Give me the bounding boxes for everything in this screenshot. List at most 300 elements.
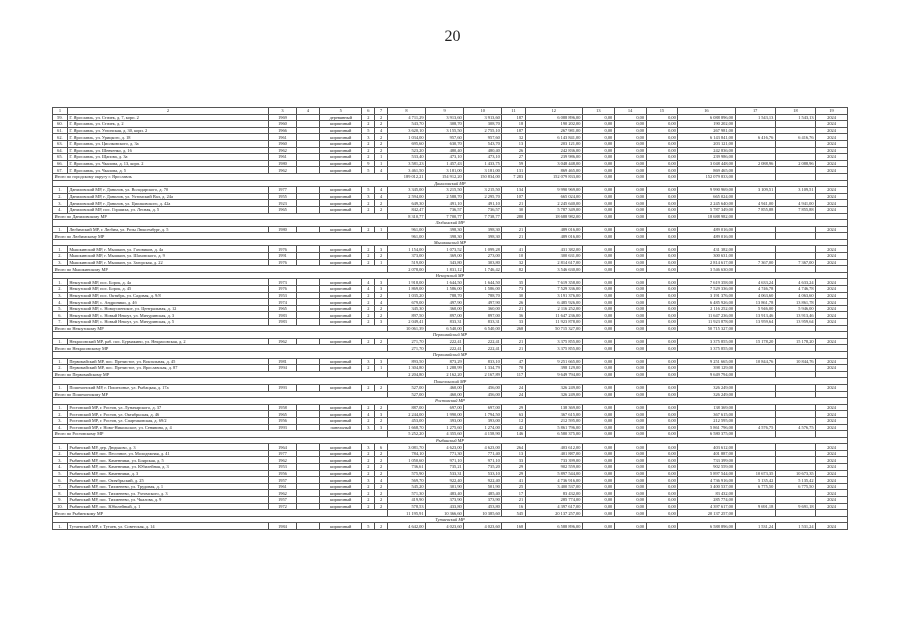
table-cell: деревянный (320, 114, 362, 121)
table-cell: 0,00 (614, 464, 646, 471)
table-cell (775, 510, 815, 517)
table-cell: 0,00 (614, 483, 646, 490)
table-cell: 3 913,60 (464, 114, 502, 121)
table-cell: 0,00 (582, 470, 614, 477)
table-cell: 0,00 (646, 411, 678, 418)
table-cell: 150 834,00 (464, 173, 502, 180)
table-cell: 242 836,00 (525, 147, 582, 154)
column-number: 2 (67, 108, 268, 115)
table-cell: 0,00 (582, 319, 614, 326)
table-cell: 7 529 336,00 (678, 286, 735, 293)
table-cell (296, 200, 319, 207)
table-cell: 0,00 (646, 483, 678, 490)
table-cell: 0,00 (646, 345, 678, 352)
table-cell: 1960 (269, 121, 297, 128)
table-cell (296, 299, 319, 306)
table-cell: 1 531,24 (735, 523, 775, 530)
table-cell: 27 (502, 154, 525, 161)
table-cell: 2 (375, 503, 388, 510)
total-label: Итого по Ростовскому МР (53, 431, 388, 438)
table-cell (296, 358, 319, 365)
total-label: Итого по Любимскому МР (53, 233, 388, 240)
table-cell: 902 559,00 (678, 464, 735, 471)
table-cell (775, 213, 815, 220)
table-cell: 460,00 (426, 391, 464, 398)
table-cell: 15 178,20 (735, 338, 775, 345)
table-row (53, 470, 848, 477)
table-cell: 29 (502, 404, 525, 411)
table-cell: 0,00 (614, 292, 646, 299)
table-cell: 0,00 (646, 325, 678, 332)
table-cell: 2 (375, 404, 388, 411)
table-cell: 456,00 (464, 384, 502, 391)
table-cell: 20 137 257,00 (678, 510, 735, 517)
total-label: Итого по городскому округу г. Ярославль (53, 173, 388, 180)
total-row (53, 173, 848, 180)
table-cell: 4 (375, 193, 388, 200)
table-cell: 7 619 358,00 (678, 279, 735, 286)
total-row (53, 213, 848, 220)
table-cell: 3. (53, 292, 68, 299)
table-cell: 735,20 (464, 464, 502, 471)
table-cell (296, 259, 319, 266)
table-cell: кирпичный (320, 121, 362, 128)
table-cell (816, 510, 848, 517)
table-cell: Г. Ярославль, ул. Стачек, д. 7, корп. 2 (67, 114, 268, 121)
table-cell: 11 647 236,00 (678, 312, 735, 319)
table-cell: 5 861 796,00 (525, 424, 582, 431)
table-cell: 0,00 (582, 450, 614, 457)
table-cell (735, 167, 775, 174)
table-cell: 2 (375, 140, 388, 147)
table-cell: 13 861,78 (775, 299, 815, 306)
table-cell: 1 275,60 (426, 424, 464, 431)
table-cell: 2 (375, 470, 388, 477)
table-cell: 7 283 (502, 173, 525, 180)
table-cell: Первомайский МР, пос. Пречистое, ул. Ярославская, д. 87 (67, 365, 268, 372)
table-cell: 0,00 (646, 134, 678, 141)
table-cell: 0,00 (614, 457, 646, 464)
table-cell: 1 644,50 (464, 279, 502, 286)
table-cell: 0,00 (614, 206, 646, 213)
table-cell: 2 (362, 140, 375, 147)
table-cell: 0,00 (614, 371, 646, 378)
section-title: Даниловский МР (53, 180, 848, 187)
table-cell: 2024 (816, 457, 848, 464)
table-cell: 30 (502, 206, 525, 213)
table-cell: 1983 (269, 319, 297, 326)
table-cell: 1. (53, 187, 68, 194)
table-cell: 431 382,00 (525, 246, 582, 253)
table-cell: 10 385,60 (464, 510, 502, 517)
table-cell: 2 088,96 (775, 160, 815, 167)
table-cell: 4 623,00 (426, 444, 464, 451)
table-cell: 2024 (816, 187, 848, 194)
table-cell: 665 024,00 (525, 193, 582, 200)
table-cell: 4 941,00 (775, 200, 815, 207)
table-cell: 6. (53, 312, 68, 319)
table-cell: кирпичный (320, 187, 362, 194)
column-number: 6 (362, 108, 375, 115)
table-cell: 0,00 (614, 477, 646, 484)
table-cell: 1. (53, 246, 68, 253)
table-cell: 3 375 855,00 (678, 338, 735, 345)
table-cell: 7 855,88 (735, 206, 775, 213)
table-cell: 59 (502, 160, 525, 167)
table-cell: 2024 (816, 490, 848, 497)
section-header-row (53, 351, 848, 358)
table-cell (735, 226, 775, 233)
table-cell: 6 088 896,00 (678, 114, 735, 121)
table-cell: 2 (362, 470, 375, 477)
table-cell (775, 325, 815, 332)
table-cell: 1 050,60 (387, 457, 425, 464)
table-cell: 41 (502, 477, 525, 484)
table-cell (735, 193, 775, 200)
table-cell: 0,00 (614, 450, 646, 457)
table-cell: 2 (362, 114, 375, 121)
table-cell: 203 121,00 (525, 140, 582, 147)
table-cell: 13 (502, 450, 525, 457)
table-cell: 2 (362, 365, 375, 372)
table-cell: 303,80 (464, 259, 502, 266)
table-cell: 0,00 (646, 187, 678, 194)
table-cell: 4 642,00 (387, 523, 425, 530)
table-cell: 4 (362, 286, 375, 293)
table-cell: 4 (362, 411, 375, 418)
table-cell: кирпичный (320, 127, 362, 134)
table-cell: 4. (53, 206, 68, 213)
table-cell: 0,00 (582, 299, 614, 306)
table-cell: 0,00 (582, 325, 614, 332)
table-cell (296, 134, 319, 141)
table-row (53, 411, 848, 418)
table-cell: 1966 (269, 127, 297, 134)
table-row (53, 279, 848, 286)
table-cell: 9 990 969,00 (678, 187, 735, 194)
table-cell: 2024 (816, 444, 848, 451)
table-cell: 0,00 (582, 286, 614, 293)
table-cell: Рыбинский МР, пос. Каменники, ул. Боярская, д. 5 (67, 457, 268, 464)
table-cell: 2 (362, 259, 375, 266)
table-cell: 32 (502, 259, 525, 266)
table-cell: 3 (375, 286, 388, 293)
table-cell: 242 836,00 (678, 147, 735, 154)
table-cell: Некоузский МР, пос. Борок, д. 4а (67, 279, 268, 286)
table-cell: 1994 (269, 365, 297, 372)
table-cell: 203 121,00 (678, 140, 735, 147)
table-cell: 1 918,00 (387, 279, 425, 286)
table-cell (816, 266, 848, 273)
table-cell (775, 444, 815, 451)
table-cell: кирпичный (320, 464, 362, 471)
table-cell: 0,00 (614, 140, 646, 147)
table-cell: 4 397 617,00 (525, 503, 582, 510)
table-cell: 4 158,90 (464, 431, 502, 438)
table-cell (816, 233, 848, 240)
table-cell: 15 178,20 (775, 338, 815, 345)
table-cell: Рыбинский МР, пос. Тихменево, ул. Ухтомского, д. 3 (67, 490, 268, 497)
table-cell: 2024 (816, 358, 848, 365)
table-cell: 2 (362, 450, 375, 457)
table-cell: 138 369,00 (525, 404, 582, 411)
table-cell: 2024 (816, 497, 848, 504)
table-cell: 8 310,77 (387, 213, 425, 220)
table-cell (775, 147, 815, 154)
table-cell: 2 (362, 497, 375, 504)
table-cell: 29 (502, 464, 525, 471)
table-cell: 0,00 (582, 523, 614, 530)
table-cell: 168 (502, 523, 525, 530)
table-cell: 345,30 (387, 305, 425, 312)
table-cell: 2024 (816, 279, 848, 286)
table-cell: 1969 (269, 114, 297, 121)
table-cell: 1976 (269, 259, 297, 266)
table-cell: 3 191 376,00 (525, 292, 582, 299)
table-cell: 373,90 (426, 497, 464, 504)
table-cell (735, 444, 775, 451)
table-cell: 5 (362, 167, 375, 174)
table-cell: 4 576,75 (735, 424, 775, 431)
table-cell: 5 946,00 (735, 305, 775, 312)
table-cell: 0,00 (582, 358, 614, 365)
table-cell (775, 140, 815, 147)
table-cell: 26 (502, 147, 525, 154)
table-cell: 431 382,00 (678, 246, 735, 253)
table-cell: 2 (362, 121, 375, 128)
table-cell: 4. (53, 464, 68, 471)
column-number: 5 (320, 108, 362, 115)
table-cell (775, 193, 815, 200)
table-cell: 569,70 (387, 477, 425, 484)
table-cell: 833,31 (464, 319, 502, 326)
table-cell: 4 023,60 (426, 523, 464, 530)
table-cell: 4 397 617,00 (678, 503, 735, 510)
table-row (53, 147, 848, 154)
table-cell: 2 (375, 292, 388, 299)
table-cell: 2. (53, 365, 68, 372)
table-cell: 1. (53, 404, 68, 411)
table-cell: 0,00 (646, 147, 678, 154)
table-cell: 0,00 (646, 286, 678, 293)
table-row (53, 477, 848, 484)
table-cell: 18 688 982,00 (678, 213, 735, 220)
table-cell: 60. (53, 121, 68, 128)
table-cell: 300 631,00 (525, 253, 582, 260)
table-cell: 0,00 (614, 391, 646, 398)
table-row (53, 384, 848, 391)
table-cell: Рыбинский МР, пос. Песочное, ул. Молодежная, д. 41 (67, 450, 268, 457)
table-cell: 0,00 (646, 226, 678, 233)
table-cell: 285 774,00 (525, 497, 582, 504)
table-cell: 2024 (816, 147, 848, 154)
table-cell: 4 023,60 (464, 523, 502, 530)
table-cell: 0,00 (582, 134, 614, 141)
table-cell (296, 411, 319, 418)
table-cell: 4 736 916,00 (678, 477, 735, 484)
table-cell: 131 (502, 167, 525, 174)
section-header-row (53, 332, 848, 339)
table-cell: 1956 (269, 417, 297, 424)
table-cell: 3 (362, 193, 375, 200)
table-cell: 285 774,00 (678, 497, 735, 504)
table-cell: 0,00 (582, 246, 614, 253)
table-cell: Некоузский МР, пос. Борок, д. 45 (67, 286, 268, 293)
table-cell: 61. (53, 127, 68, 134)
table-cell: 47 (502, 358, 525, 365)
table-cell: 0,00 (582, 371, 614, 378)
table-cell (775, 121, 815, 128)
table-cell: 0,00 (614, 160, 646, 167)
table-cell: 42 (502, 424, 525, 431)
table-cell: 2 078,00 (387, 266, 425, 273)
table-cell: 0,00 (614, 490, 646, 497)
table-cell: 1. (53, 444, 68, 451)
table-row (53, 497, 848, 504)
table-cell: 1. (53, 338, 68, 345)
table-cell: 239 986,00 (678, 154, 735, 161)
table-cell: 66. (53, 160, 68, 167)
total-row (53, 345, 848, 352)
table-cell: 83 432,00 (678, 490, 735, 497)
table-cell: Рыбинский МР, пос. Тихменево, ул. Чкалова, д. 9 (67, 497, 268, 504)
table-cell (775, 371, 815, 378)
table-cell: кирпичный (320, 286, 362, 293)
table-cell: 0,00 (582, 233, 614, 240)
table-cell (816, 391, 848, 398)
section-title: Некоузский МР (53, 272, 848, 279)
table-cell: 4 711,29 (387, 114, 425, 121)
table-cell: 11 195,91 (387, 510, 425, 517)
table-cell: 697,00 (426, 404, 464, 411)
table-cell: 280 (502, 213, 525, 220)
table-cell: 21 (502, 345, 525, 352)
table-cell: 533,31 (426, 470, 464, 477)
table-cell: 771,40 (464, 450, 502, 457)
table-cell: 2 (375, 450, 388, 457)
table-cell: 4 576,75 (775, 424, 815, 431)
table-cell: 152 079 833,00 (525, 173, 582, 180)
table-cell: кирпичный (320, 193, 362, 200)
table-cell: 373,90 (464, 497, 502, 504)
column-number: 18 (775, 108, 815, 115)
table-cell (296, 193, 319, 200)
table-cell (296, 365, 319, 372)
table-cell (296, 312, 319, 319)
table-cell: 4 941,00 (735, 200, 775, 207)
table-cell: 5 897 544,00 (678, 470, 735, 477)
table-cell: 0,00 (646, 259, 678, 266)
table-cell: кирпичный (320, 292, 362, 299)
table-cell: 1964 (269, 444, 297, 451)
table-cell: 0,00 (582, 226, 614, 233)
table-cell: 398,30 (464, 233, 502, 240)
table-row (53, 200, 848, 207)
table-cell: 533,40 (387, 154, 425, 161)
table-cell: 0,00 (614, 510, 646, 517)
table-cell: 897,50 (387, 312, 425, 319)
table-cell: Мышкинский МР, г. Мышкин, ул. Газовиков, д. 4а (67, 246, 268, 253)
table-cell: 5 135,42 (775, 477, 815, 484)
table-cell: 6 588 896,00 (678, 523, 735, 530)
table-cell: 2024 (816, 206, 848, 213)
table-cell: 1 457,43 (426, 160, 464, 167)
table-cell: 5. (53, 470, 68, 477)
table-cell: Рыбинский МР, пос. Юбилейный, д. 1 (67, 503, 268, 510)
column-number: 14 (614, 108, 646, 115)
table-cell: 1977 (269, 450, 297, 457)
table-cell: 2 (362, 338, 375, 345)
column-number-row (53, 108, 848, 115)
table-cell: 1 543,13 (735, 114, 775, 121)
table-cell: 0,00 (614, 233, 646, 240)
table-cell: 0,00 (582, 464, 614, 471)
table-cell: 0,00 (582, 147, 614, 154)
table-cell: 3 581,23 (387, 160, 425, 167)
table-cell: 267 981,00 (678, 127, 735, 134)
table-cell: 0,00 (582, 253, 614, 260)
table-row (53, 114, 848, 121)
table-cell: 869 465,00 (678, 167, 735, 174)
table-row (53, 127, 848, 134)
table-cell: 21 (502, 305, 525, 312)
table-cell: 2 (362, 206, 375, 213)
column-number: 7 (375, 108, 388, 115)
table-cell: 1962 (269, 338, 297, 345)
table-cell: Даниловский МР, г. Данилов, ул. Циолковского, д. 42а (67, 200, 268, 207)
table-cell: 1 586,00 (464, 286, 502, 293)
table-cell: 842,47 (387, 206, 425, 213)
table-cell: 0,00 (646, 140, 678, 147)
total-label: Итого по Мышкинскому МР (53, 266, 388, 273)
table-cell: 18 688 982,00 (525, 213, 582, 220)
table-cell: 2 (362, 319, 375, 326)
table-cell: 35 (502, 279, 525, 286)
table-cell (775, 497, 815, 504)
table-cell: 0,00 (646, 279, 678, 286)
table-cell: 1962 (269, 490, 297, 497)
table-cell: 0,00 (646, 470, 678, 477)
table-cell: 190 202,00 (678, 121, 735, 128)
table-cell (296, 477, 319, 484)
table-cell: 3 081,70 (387, 444, 425, 451)
table-cell: 1965 (269, 206, 297, 213)
table-cell: 3 (362, 424, 375, 431)
table-cell: 2 (362, 483, 375, 490)
table-cell: 2 (375, 417, 388, 424)
table-cell: 7 619 358,00 (525, 279, 582, 286)
table-cell: 5. (53, 305, 68, 312)
table-cell: кирпичный (320, 470, 362, 477)
table-cell: 0,00 (582, 305, 614, 312)
table-cell (296, 140, 319, 147)
table-cell: 473,10 (464, 154, 502, 161)
table-cell: 2024 (816, 338, 848, 345)
table-cell: 0,00 (646, 312, 678, 319)
table-cell: 733 399,00 (678, 457, 735, 464)
table-cell: 10 844,76 (735, 358, 775, 365)
table-cell: 2 (362, 312, 375, 319)
table-cell: 1973 (269, 279, 297, 286)
table-cell: 1 154,00 (387, 246, 425, 253)
table-cell: 1953 (269, 292, 297, 299)
table-cell: 1 (375, 365, 388, 372)
table-cell: 11 923 878,00 (525, 319, 582, 326)
column-number: 12 (525, 108, 582, 115)
table-cell: 1 746,42 (464, 266, 502, 273)
table-cell (816, 345, 848, 352)
table-cell: 4. (53, 299, 68, 306)
